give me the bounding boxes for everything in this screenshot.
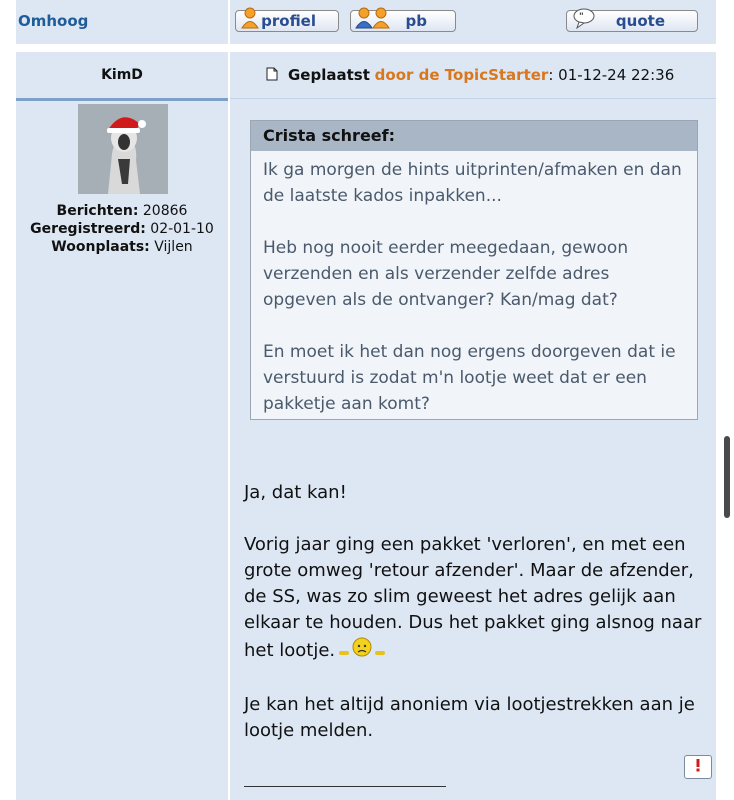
profiel-button[interactable]	[235, 10, 339, 32]
avatar	[78, 104, 168, 194]
posted-line: Geplaatst door de TopicStarter: 01-12-24 22:36	[288, 66, 674, 84]
stat-berichten: Berichten: 20866	[56, 203, 188, 219]
quote-paragraph: Heb nog nooit eerder meegedaan, gewoon verzenden en als verzender zelfde adres opgeven als de ontvanger? Kan/mag dat?	[263, 238, 629, 310]
forum-post-frame	[16, 0, 716, 800]
author-panel	[16, 52, 228, 800]
divider	[228, 0, 230, 44]
post-date: 01-12-24 22:36	[558, 66, 675, 84]
users-icon	[355, 6, 391, 30]
post-toolbar	[16, 0, 716, 45]
quote-block	[250, 120, 698, 420]
stat-woonplaats: Woonplaats: Vijlen	[51, 239, 193, 255]
pb-label: pb	[405, 12, 427, 30]
quote-paragraph: En moet ik het dan nog ergens doorgeven dat ie verstuurd is zodat m'n lootje weet dat er een pakketje aan komt?	[263, 342, 676, 414]
quote-button[interactable]	[566, 10, 698, 32]
document-icon	[266, 67, 278, 85]
speech-bubble-icon	[571, 6, 597, 30]
report-button[interactable]	[684, 755, 712, 779]
alert-icon	[690, 757, 706, 777]
message-paragraph: Vorig jaar ging een pakket 'verloren', en met een grote omweg 'retour afzender'. Maar de afzender, de SS, was zo slim geweest het adres gelijk aan elkaar te houden. Dus het pakket ging alsnog naar het lootje.	[244, 532, 704, 666]
svg-text:": "	[579, 12, 584, 22]
message-body	[244, 480, 704, 770]
author-stats	[16, 202, 228, 256]
sad-smiley-icon	[339, 636, 385, 666]
profiel-label: profiel	[261, 12, 316, 30]
quote-label: quote	[615, 12, 665, 30]
quote-paragraph: Ik ga morgen de hints uitprinten/afmaken en dan de laatste kados inpakken...	[263, 160, 682, 206]
signature-divider	[244, 786, 446, 787]
message-paragraph: Je kan het altijd anoniem via lootjestrekken aan je lootje melden.	[244, 694, 695, 741]
scrollbar-thumb[interactable]	[724, 436, 730, 518]
stat-geregistreerd: Geregistreerd: 02-01-10	[30, 221, 214, 237]
spacer-band	[16, 44, 716, 52]
quote-text	[251, 151, 697, 423]
post-header	[230, 52, 716, 99]
omhoog-link[interactable]: Omhoog	[18, 12, 89, 30]
author-name[interactable]: KimD	[16, 52, 228, 101]
post-content	[230, 52, 716, 800]
user-icon	[240, 6, 260, 30]
quote-title: Crista schreef:	[251, 121, 697, 151]
topicstarter-label: door de TopicStarter	[374, 66, 549, 84]
message-paragraph: Ja, dat kan!	[244, 482, 347, 503]
pb-button[interactable]	[350, 10, 456, 32]
